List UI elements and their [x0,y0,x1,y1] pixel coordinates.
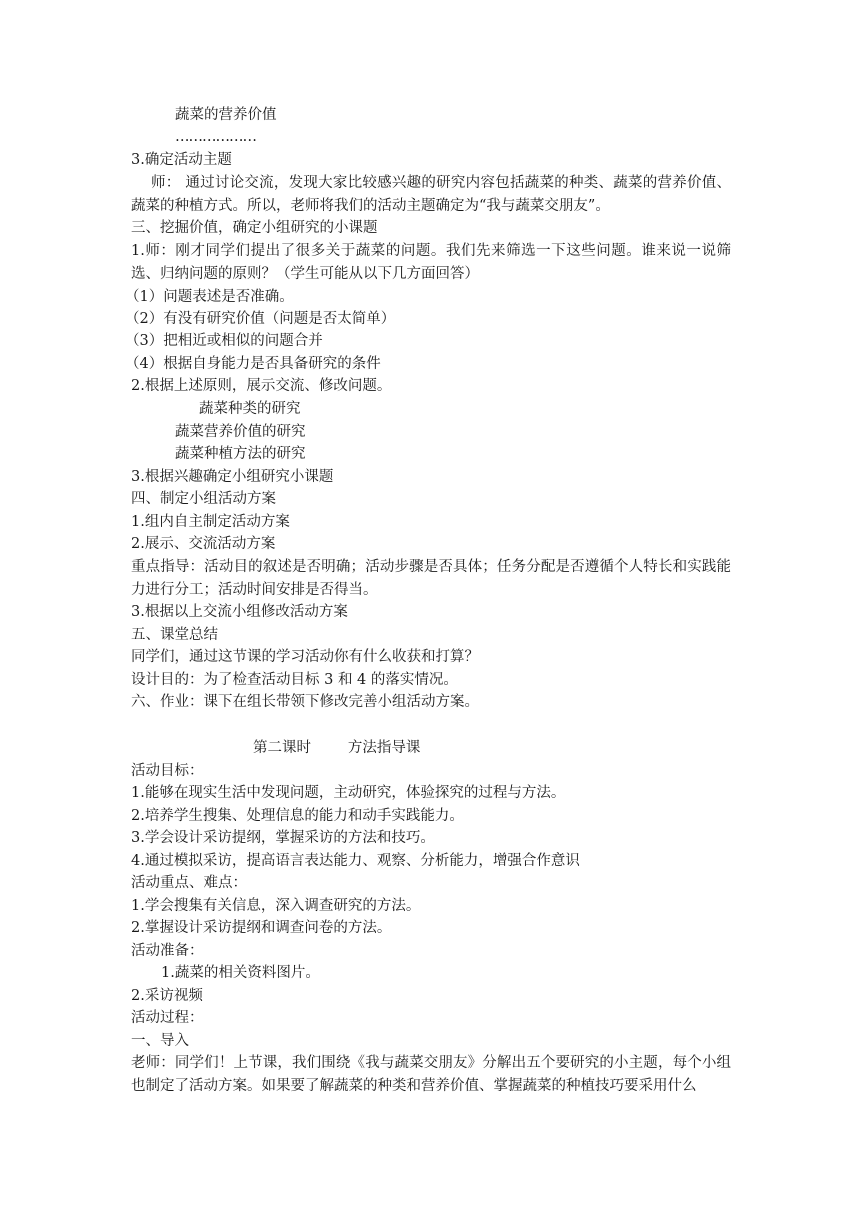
paragraph: 师： 通过讨论交流，发现大家比较感兴趣的研究内容包括蔬菜的种类、蔬菜的营养价值、蔬菜的种植方式。所以，老师将我们的活动主题确定为“我与蔬菜交朋友”。 [131,175,731,214]
list-item: 2.掌握设计采访提纲和调查问卷的方法。 [131,920,392,936]
topic-item: 蔬菜种植方法的研究 [175,446,306,462]
section-item: 3.确定活动主题 [131,152,232,168]
text-line: 蔬菜的营养价值 [175,107,277,123]
list-item: （4）根据自身能力是否具备研究的条件 [125,356,381,372]
section-item: 2.根据上述原则，展示交流、修改问题。 [131,378,392,394]
list-item: 3.学会设计采访提纲，掌握采访的方法和技巧。 [131,830,435,846]
subheading: 活动目标： [131,763,204,779]
list-item: 1.蔬菜的相关资料图片。 [161,965,320,981]
paragraph: 老师：同学们！上节课，我们围绕《我与蔬菜交朋友》分解出五个要研究的小主题，每个小组也制定了活动方案。如果要了解蔬菜的种类和营养价值、掌握蔬菜的种植技巧要采用什么 [131,1055,731,1094]
topic-item: 蔬菜种类的研究 [199,401,301,417]
paragraph: 1.师：刚才同学们提出了很多关于蔬菜的问题。我们先来筛选一下这些问题。谁来说一说筛选、归纳问题的原则？（学生可能从以下几方面回答） [131,243,731,282]
list-item: 1.能够在现实生活中发现问题，主动研究，体验探究的过程与方法。 [131,785,566,801]
paragraph: 重点指导：活动目的叙述是否明确；活动步骤是否具体；任务分配是否遵循个人特长和实践能力进行分工；活动时间安排是否得当。 [131,559,731,598]
section-heading: 四、制定小组活动方案 [131,491,276,507]
text-line: 设计目的：为了检查活动目标 3 和 4 的落实情况。 [131,672,458,688]
subheading: 活动过程： [131,1010,204,1026]
section-heading: 三、挖掘价值，确定小组研究的小课题 [131,220,378,236]
subheading: 活动准备： [131,943,204,959]
list-item: 4.通过模拟采访，提高语言表达能力、观察、分析能力，增强合作意识 [131,853,580,869]
section-heading: 六、作业：课下在组长带领下修改完善小组活动方案。 [131,694,479,710]
ellipsis-line: ……………… [175,129,256,145]
lesson-title: 第二课时 方法指导课 [253,740,421,756]
topic-item: 蔬菜营养价值的研究 [175,424,306,440]
section-item: 3.根据兴趣确定小组研究小课题 [131,469,334,485]
section-item: 1.组内自主制定活动方案 [131,514,290,530]
list-item: 2.采访视频 [131,988,203,1004]
list-item: 1.学会搜集有关信息，深入调查研究的方法。 [131,898,421,914]
section-item: 2.展示、交流活动方案 [131,536,276,552]
list-item: （3）把相近或相似的问题合并 [125,333,323,349]
list-item: 2.培养学生搜集、处理信息的能力和动手实践能力。 [131,808,464,824]
section-heading: 五、课堂总结 [131,627,218,643]
subheading: 活动重点、难点： [131,875,247,891]
list-item: （1）问题表述是否准确。 [125,289,294,305]
text-line: 同学们，通过这节课的学习活动你有什么收获和打算？ [131,649,479,665]
section-item: 3.根据以上交流小组修改活动方案 [131,604,348,620]
section-heading: 一、导入 [131,1033,189,1049]
list-item: （2）有没有研究价值（问题是否太简单） [125,311,396,327]
